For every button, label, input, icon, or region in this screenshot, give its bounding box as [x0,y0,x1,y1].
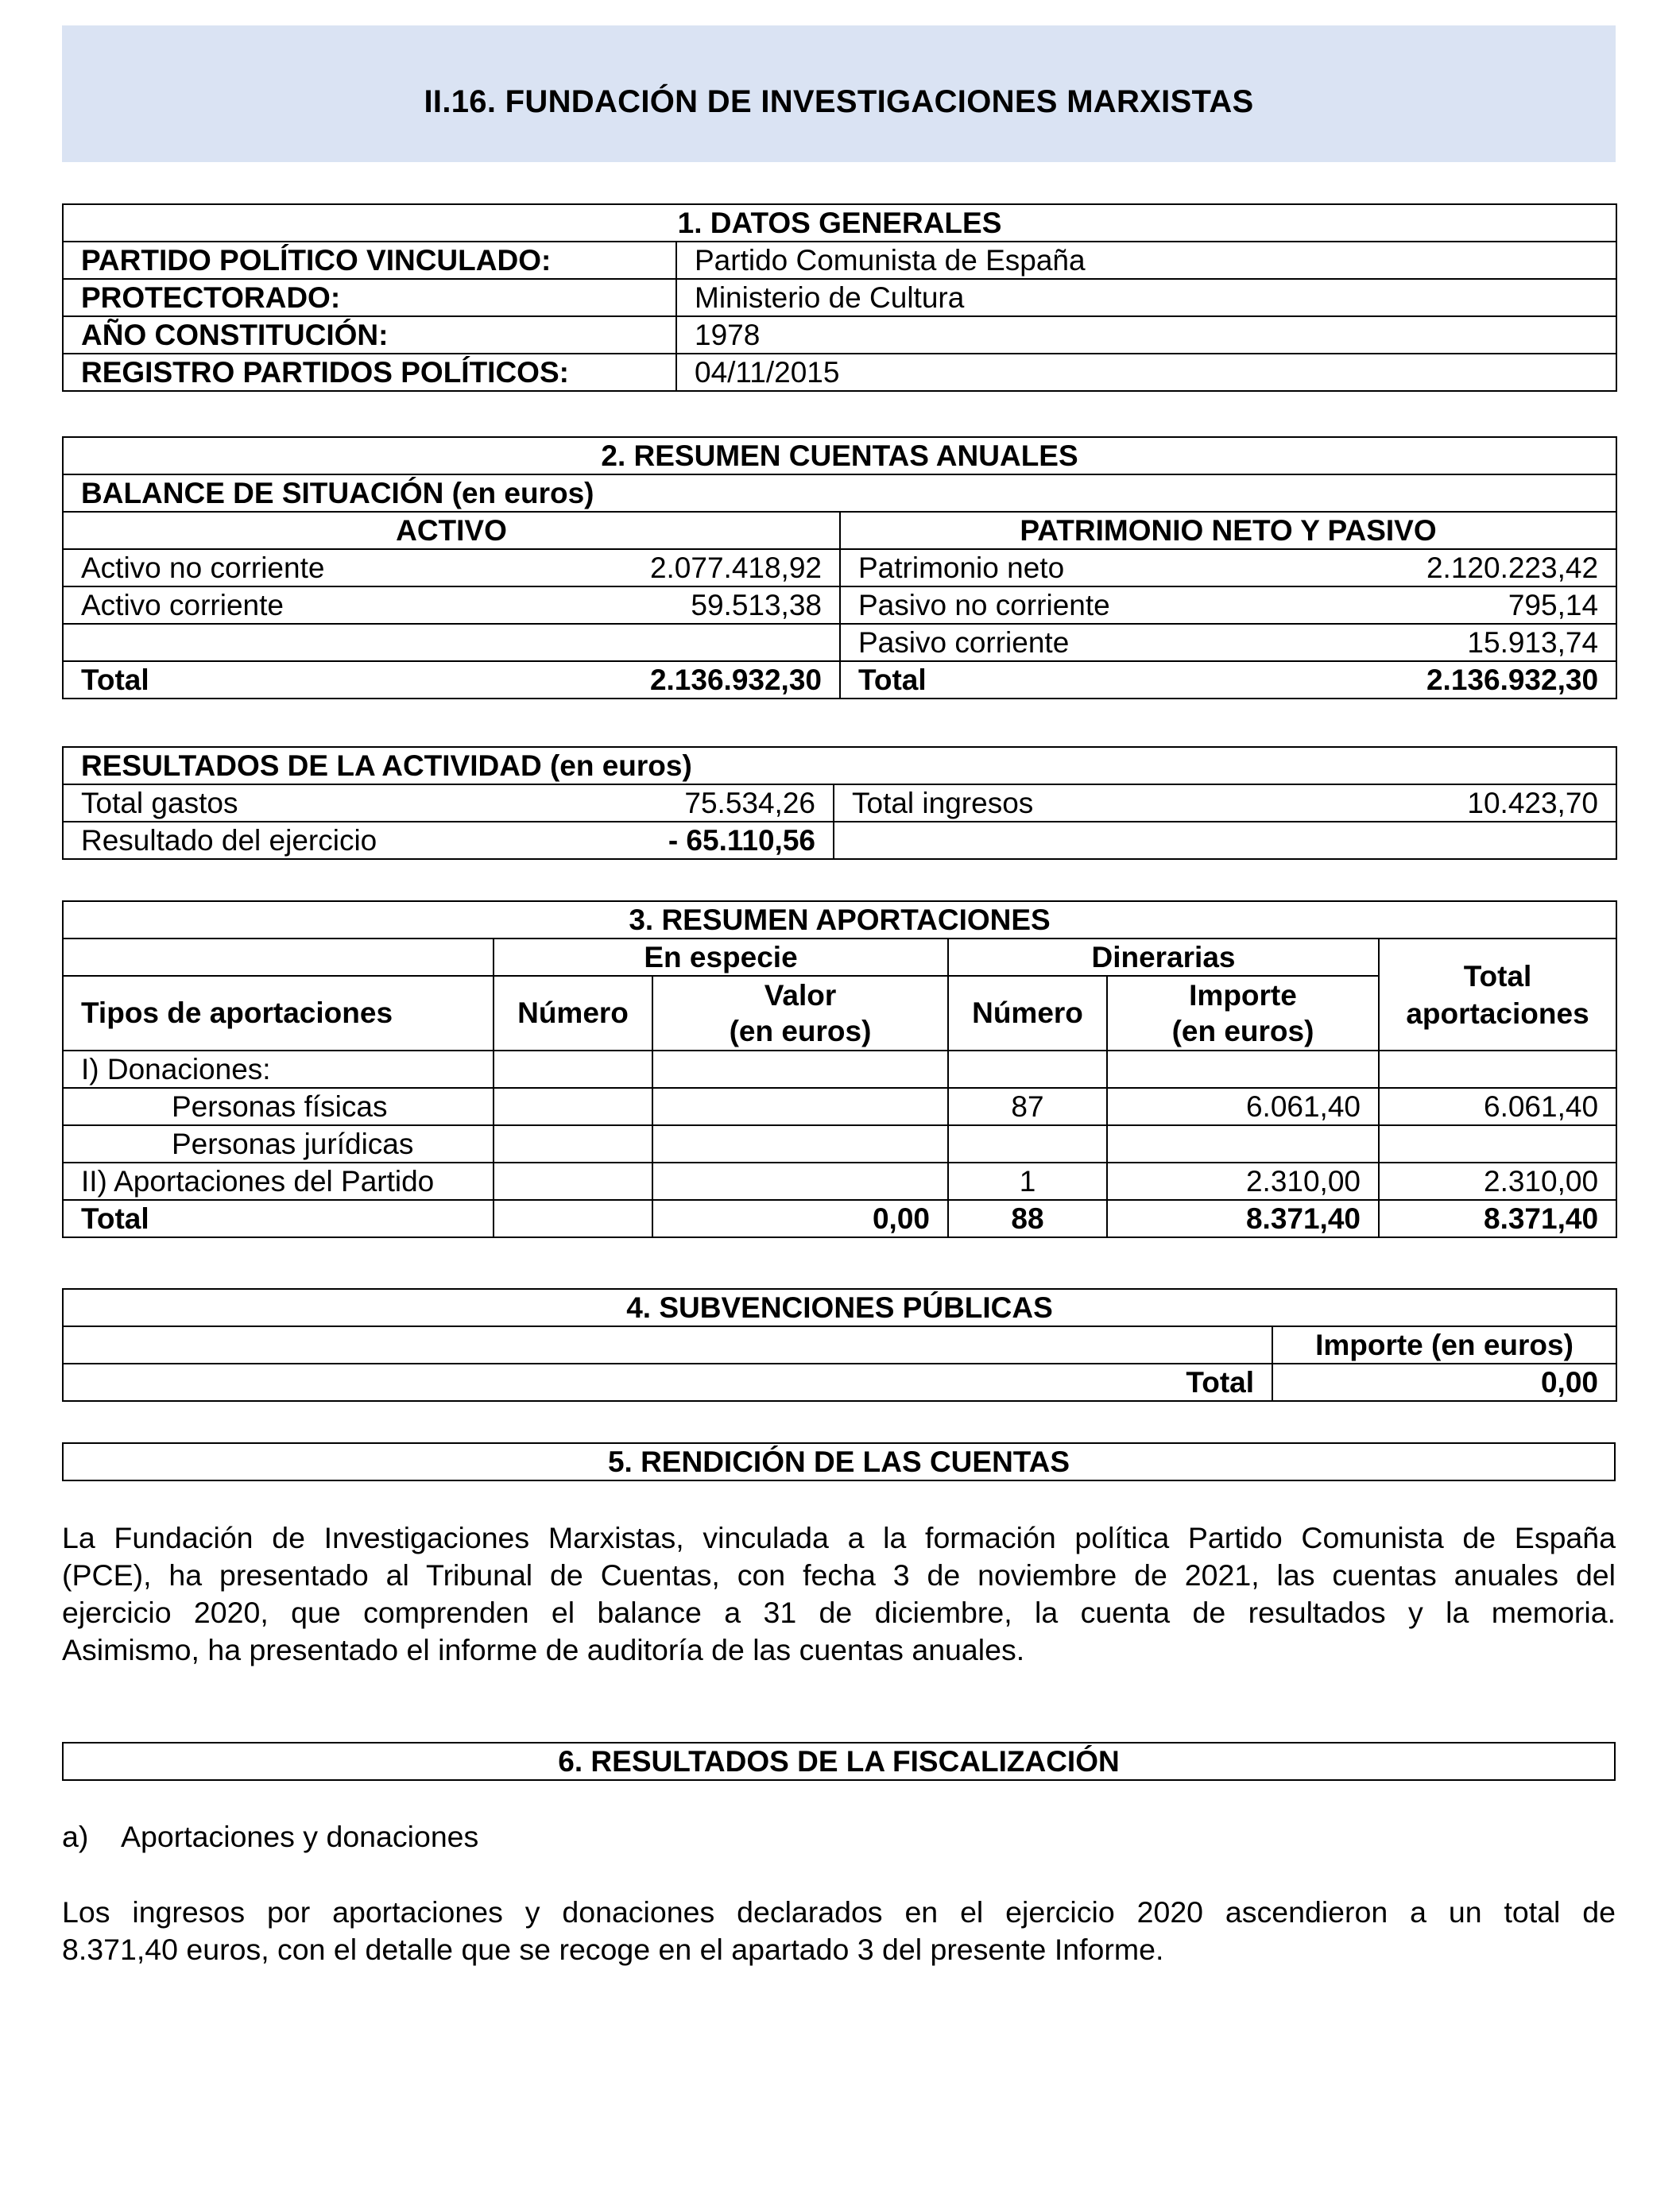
subsection-title: Aportaciones y donaciones [121,1820,479,1853]
row-value: Ministerio de Cultura [676,279,1616,316]
esp-num-cell [494,1125,652,1163]
ingresos-label: Total ingresos [834,784,1350,822]
pasivo-value: 2.120.223,42 [1357,549,1616,586]
table-row [63,354,1616,391]
rendicion-paragraph [62,1519,1616,1669]
subsection-letter: a) [62,1820,89,1853]
activo-label: Activo no corriente [63,549,627,586]
esp-num-cell [494,1051,652,1088]
activo-header: ACTIVO [63,512,840,549]
row-value: 1978 [676,316,1616,354]
importe-line2: (en euros) [1171,1015,1314,1047]
table-row [63,1088,1616,1125]
empty-cell [63,1326,1272,1364]
table-row-total [63,1200,1616,1237]
pasivo-header: PATRIMONIO NETO Y PASIVO [840,512,1616,549]
pasivo-value: 15.913,74 [1357,624,1616,661]
table-row [63,1163,1616,1200]
resultado-value: - 65.110,56 [619,822,834,859]
paragraph-line: Los ingresos por aportaciones y donaciones declarados en el ejercicio 2020 ascendieron a un total de [62,1895,1616,1929]
row-label: PROTECTORADO: [63,279,676,316]
total-cell [1379,1051,1616,1088]
resultados-title: RESULTADOS DE LA ACTIVIDAD (en euros) [63,747,1616,784]
importe-line1: Importe [1189,979,1297,1012]
resultado-label: Resultado del ejercicio [63,822,619,859]
esp-val-cell [652,1163,948,1200]
table-row [63,1125,1616,1163]
table-row [63,242,1616,279]
subvenciones-table [62,1288,1617,1402]
activo-value [627,624,840,661]
din-imp-total-cell: 8.371,40 [1107,1200,1379,1237]
activo-value: 59.513,38 [627,586,840,624]
dinerarias-numero-header: Número [948,976,1107,1051]
especie-valor-header [652,976,948,1051]
subvenciones-title: 4. SUBVENCIONES PÚBLICAS [63,1289,1616,1326]
fiscalizacion-title: 6. RESULTADOS DE LA FISCALIZACIÓN [63,1743,1615,1780]
en-especie-header: En especie [494,939,948,976]
datos-generales-table [62,203,1617,392]
pasivo-value: 795,14 [1357,586,1616,624]
pasivo-label: Pasivo no corriente [840,586,1357,624]
esp-val-total-cell: 0,00 [652,1200,948,1237]
esp-num-cell [494,1163,652,1200]
pasivo-label: Patrimonio neto [840,549,1357,586]
din-num-total-cell: 88 [948,1200,1107,1237]
importe-header: Importe (en euros) [1272,1326,1616,1364]
dinerarias-importe-header [1107,976,1379,1051]
total-aportaciones-total-cell: 8.371,40 [1379,1200,1616,1237]
total-cell: 2.310,00 [1379,1163,1616,1200]
ingresos-value: 10.423,70 [1350,784,1616,822]
din-num-cell: 87 [948,1088,1107,1125]
table-row [63,549,1616,586]
aportaciones-title: 3. RESUMEN APORTACIONES [63,901,1616,939]
esp-val-cell [652,1051,948,1088]
resultados-table [62,746,1617,860]
row-label: PARTIDO POLÍTICO VINCULADO: [63,242,676,279]
din-num-cell: 1 [948,1163,1107,1200]
pasivo-total-value: 2.136.932,30 [1357,661,1616,699]
aportaciones-table [62,900,1617,1238]
row-value: Partido Comunista de España [676,242,1616,279]
din-imp-cell [1107,1051,1379,1088]
paragraph-line: Asimismo, ha presentado el informe de auditoría de las cuentas anuales. [62,1633,1025,1666]
table-row [63,624,1616,661]
valor-line1: Valor [764,979,837,1012]
activo-label: Activo corriente [63,586,627,624]
din-imp-cell: 2.310,00 [1107,1163,1379,1200]
gastos-label: Total gastos [63,784,619,822]
table-row-total [63,661,1616,699]
rendicion-title: 5. RENDICIÓN DE LAS CUENTAS [63,1443,1615,1480]
paragraph-line: (PCE), ha presentado al Tribunal de Cuentas, con fecha 3 de noviembre de 2021, las cuentas anuales del [62,1558,1616,1592]
tipos-header: Tipos de aportaciones [63,976,494,1051]
row-label: REGISTRO PARTIDOS POLÍTICOS: [63,354,676,391]
report-header [62,25,1616,162]
esp-num-cell [494,1088,652,1125]
fiscalizacion-header-table [62,1742,1616,1781]
din-imp-cell: 6.061,40 [1107,1088,1379,1125]
total-header-line2: aportaciones [1406,997,1589,1030]
activo-label [63,624,627,661]
table-row [63,279,1616,316]
pasivo-label: Pasivo corriente [840,624,1357,661]
row-value: 04/11/2015 [676,354,1616,391]
paragraph-line: 8.371,40 euros, con el detalle que se recoge en el apartado 3 del presente Informe. [62,1933,1164,1966]
tipo-cell: I) Donaciones: [63,1051,494,1088]
subvenciones-total-value: 0,00 [1272,1364,1616,1401]
tipo-total-cell: Total [63,1200,494,1237]
total-aportaciones-header [1379,939,1616,1051]
page-title: II.16. FUNDACIÓN DE INVESTIGACIONES MARXISTAS [424,84,1254,119]
pasivo-total-label: Total [840,661,1357,699]
tipo-cell: Personas físicas [63,1088,494,1125]
table-row [63,784,1616,822]
activo-total-value: 2.136.932,30 [627,661,840,699]
resumen-cuentas-title: 2. RESUMEN CUENTAS ANUALES [63,437,1616,474]
dinerarias-header: Dinerarias [948,939,1379,976]
table-row-total [63,1364,1616,1401]
paragraph-line: La Fundación de Investigaciones Marxistas, vinculada a la formación política Partido Comunista de España [62,1521,1616,1554]
empty-cell [63,939,494,976]
especie-numero-header: Número [494,976,652,1051]
table-row [63,1051,1616,1088]
valor-line2: (en euros) [729,1015,872,1047]
tipo-cell: II) Aportaciones del Partido [63,1163,494,1200]
total-cell: 6.061,40 [1379,1088,1616,1125]
resumen-cuentas-table [62,436,1617,699]
din-num-cell [948,1051,1107,1088]
row-label: AÑO CONSTITUCIÓN: [63,316,676,354]
balance-title: BALANCE DE SITUACIÓN (en euros) [63,474,1616,512]
empty-cell [834,822,1616,859]
esp-val-cell [652,1088,948,1125]
total-header-line1: Total [1463,959,1532,993]
table-row [63,822,1616,859]
esp-num-total-cell [494,1200,652,1237]
rendicion-header-table [62,1442,1616,1481]
fiscalizacion-paragraph [62,1894,1616,1968]
subvenciones-total-label: Total [63,1364,1272,1401]
activo-value: 2.077.418,92 [627,549,840,586]
subsection-heading [62,1818,478,1856]
din-num-cell [948,1125,1107,1163]
paragraph-line: ejercicio 2020, que comprenden el balance a 31 de diciembre, la cuenta de resultados y la memoria. [62,1596,1616,1629]
gastos-value: 75.534,26 [619,784,834,822]
din-imp-cell [1107,1125,1379,1163]
total-cell [1379,1125,1616,1163]
tipo-cell: Personas jurídicas [63,1125,494,1163]
table-row [63,316,1616,354]
esp-val-cell [652,1125,948,1163]
table-row [63,586,1616,624]
datos-generales-title: 1. DATOS GENERALES [63,204,1616,242]
activo-total-label: Total [63,661,627,699]
